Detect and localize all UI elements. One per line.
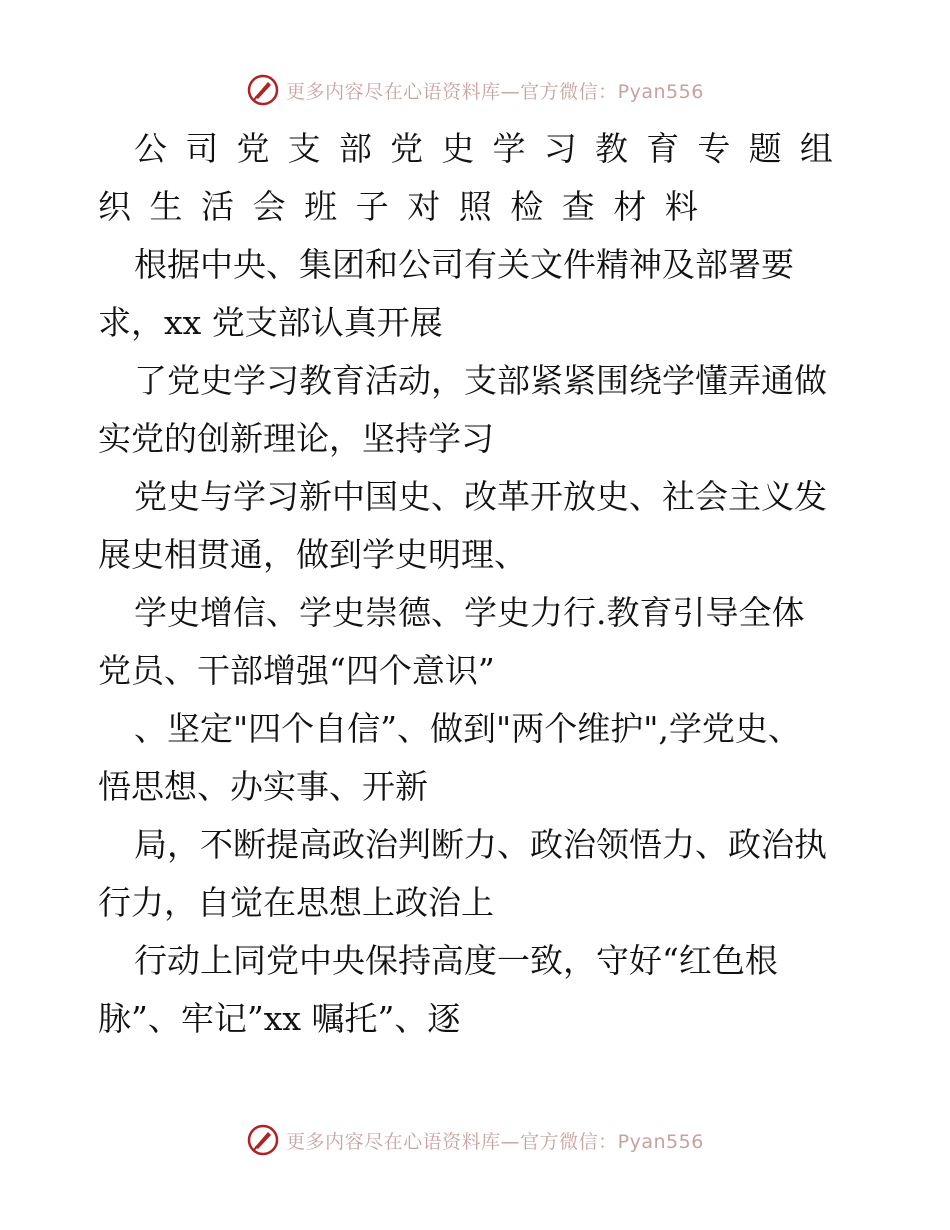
quill-seal-icon bbox=[246, 73, 280, 107]
paragraph-block bbox=[98, 236, 858, 1048]
title-char: 检 bbox=[510, 187, 544, 226]
title-char: 党 bbox=[390, 129, 424, 168]
title-char: 党 bbox=[236, 129, 270, 168]
footer-watermark bbox=[0, 1120, 950, 1160]
text-line: 党员、干部增强“四个意识” bbox=[98, 651, 495, 690]
title-char: 史 bbox=[441, 129, 475, 168]
watermark-text: 更多内容尽在心语资料库—官方微信：Pyan556 bbox=[286, 80, 704, 103]
text-line: 行力，自觉在思想上政治上 bbox=[98, 883, 494, 922]
text-line: 实党的创新理论，坚持学习 bbox=[98, 419, 494, 458]
title-char: 子 bbox=[355, 187, 389, 226]
title-char: 织 bbox=[98, 187, 131, 226]
title-char: 查 bbox=[561, 187, 595, 226]
title-char: 班 bbox=[304, 187, 338, 226]
title-char: 公 bbox=[134, 129, 167, 168]
title-char: 司 bbox=[185, 129, 219, 168]
title-char: 支 bbox=[287, 129, 321, 168]
document-title-line-1 bbox=[98, 120, 833, 178]
text-line: 了党史学习教育活动，支部紧紧围绕学懂弄通做 bbox=[134, 361, 827, 400]
title-char: 专 bbox=[697, 129, 731, 168]
title-char: 材 bbox=[613, 187, 647, 226]
watermark-text: 更多内容尽在心语资料库—官方微信：Pyan556 bbox=[286, 1130, 704, 1153]
text-line: 求，xx 党支部认真开展 bbox=[98, 303, 443, 342]
title-char: 照 bbox=[458, 187, 492, 226]
title-char: 会 bbox=[252, 187, 286, 226]
text-line: 行动上同党中央保持高度一致，守好“红色根 bbox=[134, 941, 778, 980]
text-line: 展史相贯通，做到学史明理、 bbox=[98, 535, 527, 574]
title-char: 生 bbox=[149, 187, 183, 226]
text-line: 党史与学习新中国史、改革开放史、社会主义发 bbox=[134, 477, 827, 516]
text-line: 、坚定"四个自信”、做到"两个维护",学党史、 bbox=[134, 709, 801, 748]
title-char: 组 bbox=[799, 129, 833, 168]
title-char: 习 bbox=[543, 129, 577, 168]
title-char: 育 bbox=[646, 129, 680, 168]
title-char: 料 bbox=[664, 187, 698, 226]
text-line: 学史增信、学史崇德、学史力行.教育引导全体 bbox=[134, 593, 805, 632]
title-char: 部 bbox=[338, 129, 372, 168]
text-line: 根据中央、集团和公司有关文件精神及部署要 bbox=[134, 245, 794, 284]
text-line: 局，不断提高政治判断力、政治领悟力、政治执 bbox=[134, 825, 827, 864]
title-char: 题 bbox=[748, 129, 782, 168]
text-line: 脉”、牢记”xx 嘱托”、逐 bbox=[98, 999, 461, 1038]
title-char: 活 bbox=[201, 187, 235, 226]
text-line: 悟思想、办实事、开新 bbox=[98, 767, 428, 806]
title-char: 学 bbox=[492, 129, 526, 168]
quill-seal-icon bbox=[246, 1123, 280, 1157]
document-body bbox=[98, 120, 858, 1048]
header-watermark bbox=[0, 70, 950, 110]
title-char: 教 bbox=[594, 129, 628, 168]
title-char: 对 bbox=[407, 187, 441, 226]
document-title-line-2 bbox=[98, 178, 698, 236]
